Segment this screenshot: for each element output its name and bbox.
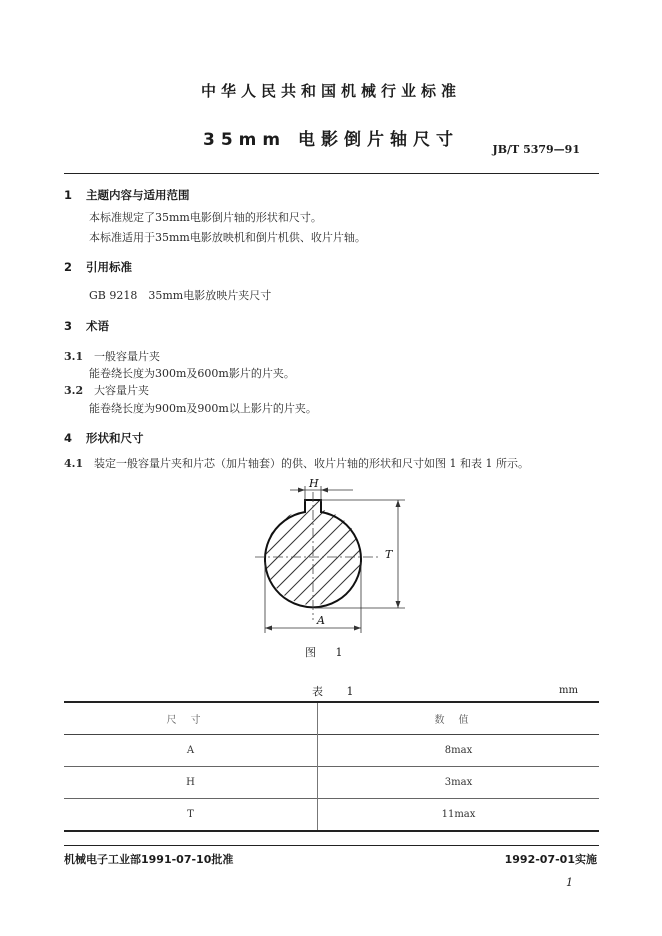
section-4-heading bbox=[64, 430, 144, 446]
section-1-number: 1 bbox=[64, 188, 73, 202]
cell-value: 3max bbox=[444, 777, 473, 788]
page-number: 1 bbox=[566, 876, 573, 889]
term-3-1-number: 3.1 bbox=[64, 350, 84, 363]
section-2-para-1: GB 9218 35mm电影放映片夹尺寸 bbox=[89, 289, 272, 302]
table-caption: 表 1 bbox=[312, 685, 364, 698]
dimension-table bbox=[64, 701, 599, 832]
header-dimension: 尺寸 bbox=[64, 702, 318, 735]
table-unit: mm bbox=[559, 685, 578, 696]
section-4-number: 4 bbox=[64, 431, 73, 445]
term-3-2-definition: 能卷绕长度为900m及900m以上影片的片夹。 bbox=[89, 402, 317, 415]
cell-dimension: A bbox=[64, 735, 318, 767]
footer-rule bbox=[64, 845, 599, 846]
shaft-drawing bbox=[235, 470, 435, 645]
table-row bbox=[64, 735, 599, 767]
clause-4-1 bbox=[64, 455, 529, 471]
cell-dimension: H bbox=[64, 767, 318, 799]
section-3-number: 3 bbox=[64, 319, 73, 333]
figure-caption: 图 1 bbox=[305, 646, 351, 659]
section-1-para-2: 本标准适用于35mm电影放映机和倒片机供、收片片轴。 bbox=[89, 231, 366, 244]
cell-value: 11max bbox=[441, 809, 476, 820]
dimension-label-a: A bbox=[317, 614, 325, 627]
header-value: 数值 bbox=[434, 715, 483, 726]
term-3-2 bbox=[64, 382, 149, 398]
effective-date: 1992-07-01实施 bbox=[504, 853, 597, 866]
section-2-heading bbox=[64, 259, 132, 275]
term-3-2-number: 3.2 bbox=[64, 384, 84, 397]
cell-dimension: T bbox=[64, 799, 318, 832]
standard-code: JB/T 5379—91 bbox=[492, 143, 580, 156]
section-3-heading bbox=[64, 318, 109, 334]
section-4-title: 形状和尺寸 bbox=[86, 431, 144, 445]
section-3-title: 术语 bbox=[86, 319, 109, 333]
section-2-number: 2 bbox=[64, 260, 73, 274]
term-3-1-term: 一般容量片夹 bbox=[94, 350, 160, 363]
document-title: 35mm 电影倒片轴尺寸 bbox=[202, 130, 459, 150]
header-rule bbox=[64, 173, 599, 174]
cell-value: 8max bbox=[444, 745, 473, 756]
clause-4-1-text: 装定一般容量片夹和片芯（加片轴套）的供、收片片轴的形状和尺寸如图 1 和表 1 所示。 bbox=[94, 457, 529, 470]
table-row bbox=[64, 767, 599, 799]
standard-organization: 中华人民共和国机械行业标准 bbox=[200, 82, 461, 100]
dimension-label-h: H bbox=[309, 477, 319, 490]
approval-date: 机械电子工业部1991-07-10批准 bbox=[64, 853, 234, 866]
table-row bbox=[64, 799, 599, 832]
term-3-1-definition: 能卷绕长度为300m及600m影片的片夹。 bbox=[89, 367, 295, 380]
clause-4-1-number: 4.1 bbox=[64, 457, 84, 470]
section-1-title: 主题内容与适用范围 bbox=[86, 188, 190, 202]
dimension-label-t: T bbox=[385, 548, 393, 561]
term-3-2-term: 大容量片夹 bbox=[94, 384, 149, 397]
section-2-title: 引用标准 bbox=[86, 260, 132, 274]
term-3-1 bbox=[64, 348, 160, 364]
section-1-para-1: 本标准规定了35mm电影倒片轴的形状和尺寸。 bbox=[89, 211, 322, 224]
table-header-row bbox=[64, 702, 599, 735]
section-1-heading bbox=[64, 187, 190, 203]
